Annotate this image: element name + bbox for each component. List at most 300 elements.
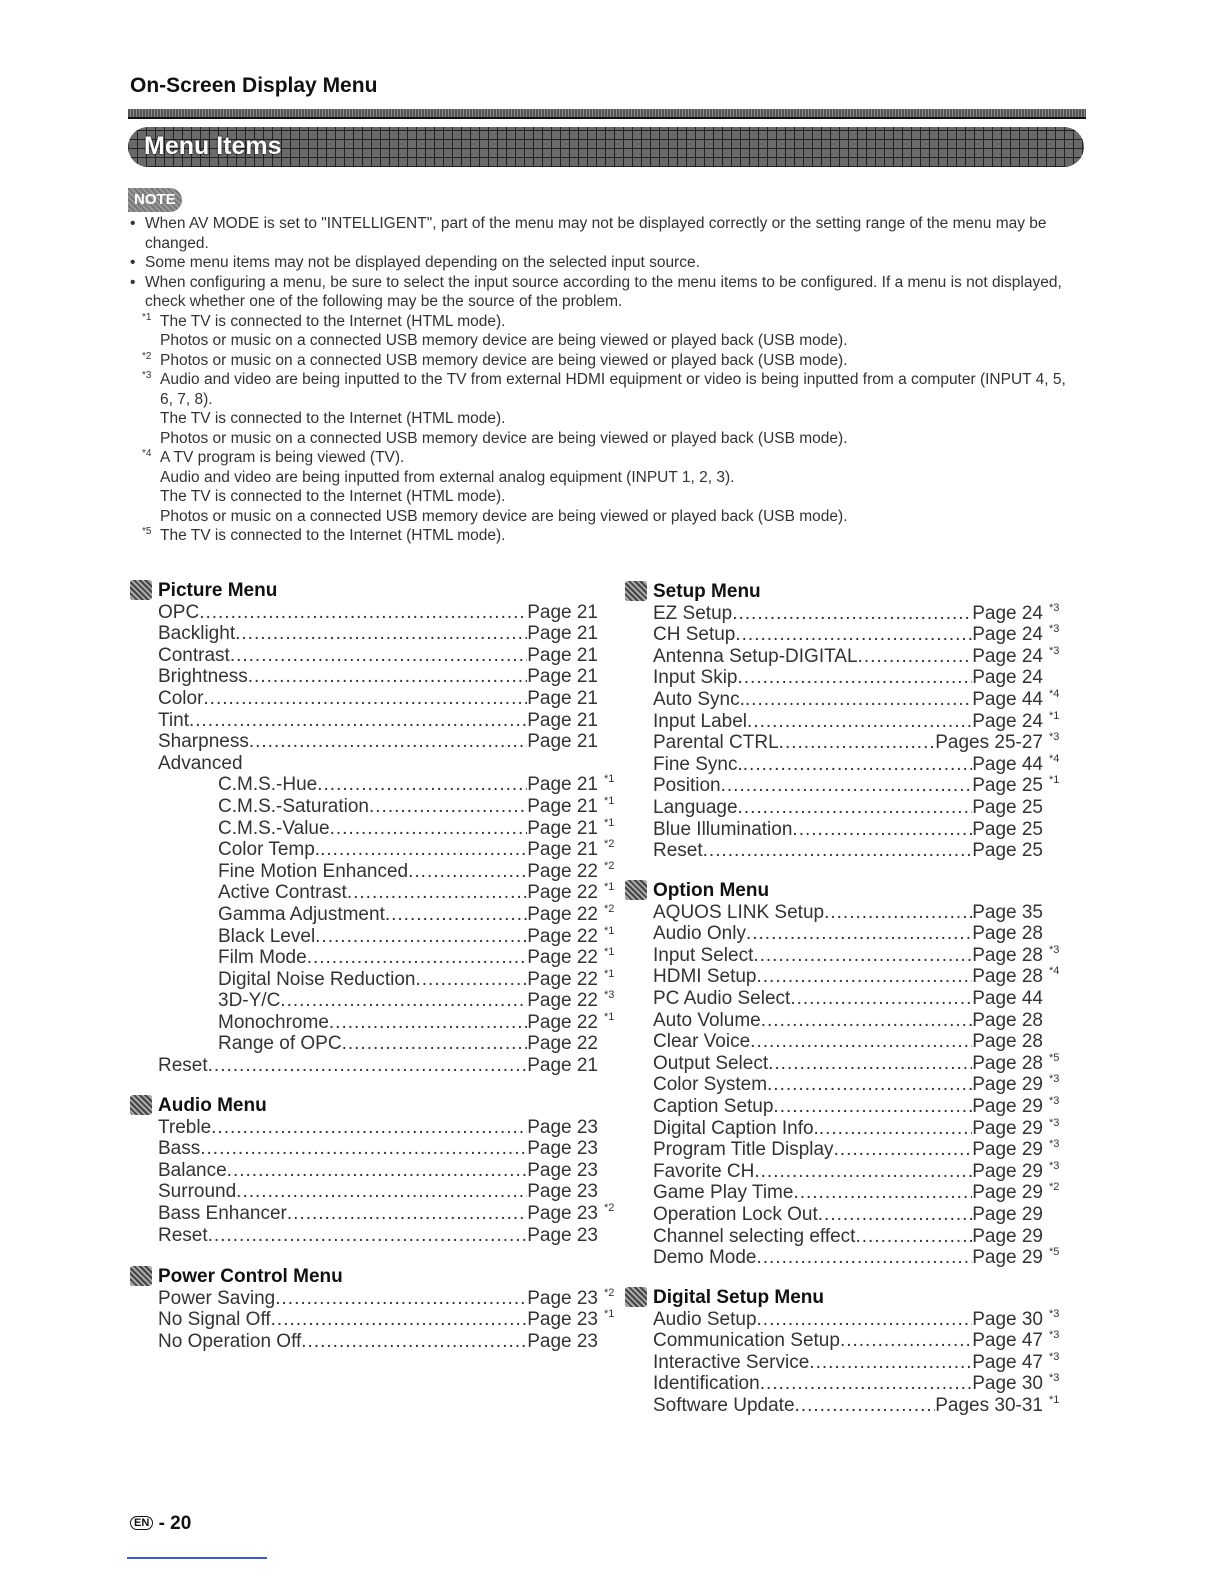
section-title	[158, 580, 598, 602]
menu-item-row	[158, 1201, 615, 1225]
menu-item-label: Reset	[158, 1055, 208, 1077]
section-title-text: Picture Menu	[158, 580, 278, 601]
section-title-text: Power Control Menu	[158, 1266, 343, 1287]
menu-item-row	[653, 840, 1043, 862]
menu-item-page: Page 21	[527, 666, 598, 688]
setup-menu-icon	[625, 581, 647, 601]
menu-item-footnote: *1	[604, 816, 615, 829]
dot-leader	[779, 732, 936, 754]
dot-leader	[275, 1288, 527, 1310]
menu-item-label: AQUOS LINK Setup	[653, 901, 825, 923]
menu-item-label: Backlight	[158, 623, 236, 645]
menu-item-row	[653, 923, 1043, 945]
menu-item-label: Power Saving	[158, 1287, 276, 1309]
menu-items-banner	[128, 127, 1084, 167]
menu-item-footnote: *3	[1049, 1307, 1060, 1320]
menu-item-footnote: *1	[604, 773, 615, 786]
menu-item-label: Surround	[158, 1181, 237, 1203]
dot-leader	[200, 1138, 527, 1160]
menu-item-label: Treble	[158, 1116, 212, 1138]
dot-leader	[732, 603, 972, 625]
menu-item-label: Output Select	[653, 1052, 769, 1074]
notes-block	[130, 214, 1070, 546]
dot-leader	[236, 1181, 527, 1203]
power-control-menu-icon	[130, 1266, 152, 1286]
menu-item-row	[653, 1073, 1060, 1096]
menu-item-row	[653, 988, 1043, 1010]
menu-item-page: Page 23	[527, 1181, 598, 1203]
dot-leader	[746, 923, 972, 945]
menu-item-footnote: *3	[1049, 943, 1060, 956]
menu-item-label: Advanced	[158, 752, 243, 774]
dot-leader	[347, 882, 527, 904]
menu-item-row	[218, 881, 615, 904]
menu-item-page: Page 21	[527, 774, 598, 796]
menu-item-row	[653, 1226, 1043, 1248]
menu-item-footnote: *3	[1049, 644, 1060, 657]
menu-item-row	[653, 965, 1060, 988]
dot-leader	[768, 1053, 972, 1075]
dot-leader	[809, 1352, 972, 1374]
menu-item-row	[653, 667, 1043, 689]
menu-item-page: Page 21	[527, 644, 598, 666]
dot-leader	[235, 623, 527, 645]
section-title-text: Setup Menu	[653, 581, 761, 602]
menu-item-page: Page 23	[527, 1159, 598, 1181]
menu-item-page: Page 24	[972, 602, 1043, 624]
dot-leader	[743, 754, 972, 776]
menu-item-row	[653, 1329, 1060, 1352]
menu-item-label: No Signal Off	[158, 1309, 271, 1331]
menu-item-label: Digital Noise Reduction	[218, 968, 416, 990]
dot-leader	[790, 988, 972, 1010]
menu-item-row	[653, 709, 1060, 733]
footnote-mark: *1	[142, 311, 152, 323]
menu-item-label: Color Temp.	[218, 839, 321, 861]
dot-leader	[211, 1117, 527, 1139]
menu-item-label: Balance	[158, 1159, 227, 1181]
dot-leader	[767, 1074, 972, 1096]
menu-item-label: Contrast	[158, 644, 230, 666]
menu-item-page: Page 25	[972, 775, 1043, 797]
menu-item-row	[158, 1160, 598, 1182]
dot-leader	[208, 1225, 528, 1247]
menu-item-row	[653, 1159, 1060, 1183]
menu-item-label: Digital Caption Info.	[653, 1117, 819, 1139]
dot-leader	[747, 711, 972, 733]
menu-item-label: Input Label	[653, 710, 748, 732]
note-bullet: • When configuring a menu, be sure to select the input source according to the menu items to be configured. If a menu is not displayed, check whether one of the following may be the source of the problem.	[130, 273, 1070, 312]
menu-item-row	[653, 1031, 1043, 1053]
menu-item-page: Page 25	[972, 840, 1043, 862]
menu-item-footnote: *3	[604, 989, 615, 1002]
menu-item-page: Page 47	[972, 1330, 1043, 1352]
menu-item-row	[158, 731, 598, 753]
dot-leader	[280, 990, 527, 1012]
menu-item-label: 3D-Y/C	[218, 990, 281, 1012]
menu-item-page: Page 44	[972, 753, 1043, 775]
dot-leader	[761, 1010, 972, 1032]
menu-item-page: Page 24	[972, 645, 1043, 667]
menu-item-row	[158, 1308, 615, 1331]
menu-item-footnote: *5	[1049, 1051, 1060, 1064]
footnote-line: *1 The TV is connected to the Internet (HTML mode).	[130, 312, 1070, 332]
menu-item-label: Auto Sync.	[653, 688, 745, 710]
menu-item-footnote: *3	[1049, 1094, 1060, 1107]
dot-leader	[227, 1160, 528, 1182]
dot-leader	[287, 1203, 527, 1225]
menu-item-label: OPC	[158, 601, 200, 623]
menu-item-footnote: *3	[1049, 601, 1060, 614]
dot-leader	[307, 947, 528, 969]
dot-leader	[793, 1182, 972, 1204]
menu-item-row	[653, 1181, 1060, 1204]
menu-item-label: Parental CTRL	[653, 732, 779, 754]
dot-leader	[385, 904, 527, 926]
menu-item-page: Page 29	[972, 1139, 1043, 1161]
menu-item-page: Page 22	[527, 903, 598, 925]
section-title	[158, 1266, 598, 1288]
dot-leader	[819, 1118, 972, 1140]
dot-leader	[792, 819, 972, 841]
menu-item-page: Page 47	[972, 1351, 1043, 1373]
menu-item-row	[218, 1033, 598, 1055]
menu-item-footnote: *1	[1049, 774, 1060, 787]
menu-item-footnote: *1	[604, 1010, 615, 1023]
menu-item-row	[653, 1246, 1060, 1269]
menu-item-label: Range of OPC	[218, 1033, 342, 1055]
menu-item-page: Page 29	[972, 1225, 1043, 1247]
menu-item-row	[218, 816, 615, 840]
dot-leader	[721, 775, 973, 797]
menu-item-footnote: *2	[604, 902, 615, 915]
menu-item-page: Page 23	[527, 1224, 598, 1246]
menu-item-row	[653, 797, 1043, 819]
menu-item-footnote: *3	[1049, 1138, 1060, 1151]
menu-item-page: Page 28	[972, 944, 1043, 966]
menu-item-page: Page 28	[972, 1031, 1043, 1053]
menu-item-label: Demo Mode	[653, 1247, 757, 1269]
footnote-line: *2 Photos or music on a connected USB memory device are being viewed or played back (USB mode).	[130, 351, 1070, 371]
menu-item-row	[158, 1117, 598, 1139]
dot-leader	[189, 710, 527, 732]
menu-item-footnote: *2	[604, 859, 615, 872]
menu-item-page: Page 21	[527, 731, 598, 753]
dot-leader	[760, 1373, 973, 1395]
menu-item-label: Operation Lock Out	[653, 1203, 818, 1225]
menu-item-page: Page 29	[972, 1182, 1043, 1204]
menu-item-row	[158, 1138, 598, 1160]
footnote-line: Photos or music on a connected USB memory device are being viewed or played back (USB mode).	[160, 429, 848, 447]
menu-item-page: Page 22	[527, 882, 598, 904]
footer-link-line	[127, 1557, 267, 1559]
menu-item-row	[653, 1051, 1060, 1075]
menu-item-label: C.M.S.-Value	[218, 817, 330, 839]
dot-leader	[301, 1331, 527, 1353]
menu-item-page: Page 22	[527, 968, 598, 990]
menu-item-label: C.M.S.-Hue	[218, 774, 318, 796]
menu-item-page: Page 23	[527, 1138, 598, 1160]
menu-item-label: Clear Voice	[653, 1031, 751, 1053]
dot-leader	[738, 667, 973, 689]
menu-item-label: No Operation Off	[158, 1330, 302, 1352]
menu-item-page: Page 44	[972, 688, 1043, 710]
menu-item-row	[218, 794, 615, 818]
menu-item-page: Page 23	[527, 1309, 598, 1331]
dot-leader	[745, 689, 972, 711]
menu-item-label: Audio Only	[653, 923, 746, 945]
dot-leader	[369, 796, 527, 818]
menu-item-page: Page 29	[972, 1247, 1043, 1269]
page-footer	[130, 1513, 191, 1535]
menu-item-page: Page 22	[527, 947, 598, 969]
menu-item-row	[653, 1372, 1060, 1395]
menu-item-row	[158, 623, 598, 645]
menu-item-row	[158, 1055, 598, 1077]
footnote-line: *3 Audio and video are being inputted to the TV from external HDMI equipment or video is being inputted from a computer (INPUT 4, 5, 6, 7, 8).	[130, 370, 1070, 409]
page-header-title: On-Screen Display Menu	[130, 74, 378, 97]
menu-item-label: Tint	[158, 709, 189, 731]
dot-leader	[750, 1031, 972, 1053]
menu-item-row	[218, 924, 615, 948]
dot-leader	[329, 1012, 527, 1034]
section-title-text: Option Menu	[653, 880, 770, 901]
digital-setup-menu-icon	[625, 1287, 647, 1307]
footnote-mark: *2	[142, 350, 152, 362]
dot-leader	[858, 646, 973, 668]
menu-item-page: Page 30	[972, 1373, 1043, 1395]
menu-item-footnote: *3	[1049, 1116, 1060, 1129]
menu-item-label: PC Audio Select	[653, 987, 791, 1009]
menu-item-label: HDMI Setup	[653, 966, 757, 988]
menu-item-row	[653, 1094, 1060, 1118]
footnote-line: The TV is connected to the Internet (HTML mode).	[160, 410, 506, 427]
dot-leader	[818, 1204, 972, 1226]
dot-leader	[315, 926, 527, 948]
footnote-line: *4 A TV program is being viewed (TV).	[130, 448, 1070, 468]
option-menu-icon	[625, 880, 647, 900]
menu-item-footnote: *2	[1049, 1181, 1060, 1194]
dot-leader	[203, 688, 527, 710]
menu-item-label: Audio Setup	[653, 1308, 757, 1330]
menu-item-row	[653, 943, 1060, 967]
menu-item-footnote: *3	[1049, 623, 1060, 636]
footnote-line: Photos or music on a connected USB memory device are being viewed or played back (USB mode).	[160, 332, 848, 349]
dot-leader	[773, 1096, 972, 1118]
menu-item-page: Page 21	[527, 687, 598, 709]
menu-item-page: Page 21	[527, 795, 598, 817]
menu-item-page: Page 29	[972, 1160, 1043, 1182]
language-badge: EN	[130, 1516, 153, 1530]
menu-item-label: Favorite CH	[653, 1160, 755, 1182]
dot-leader	[230, 645, 527, 667]
menu-item-row	[158, 602, 598, 624]
menu-item-label: Channel selecting effect	[653, 1225, 856, 1247]
menu-item-label: Blue Illumination	[653, 818, 793, 840]
dot-leader	[795, 1395, 936, 1417]
menu-item-footnote: *1	[604, 924, 615, 937]
menu-item-row	[158, 1225, 598, 1247]
menu-item-page: Page 29	[972, 1203, 1043, 1225]
menu-item-page: Page 24	[972, 667, 1043, 689]
menu-item-page: Page 22	[527, 990, 598, 1012]
menu-item-page: Pages 25-27	[935, 732, 1043, 754]
menu-item-label: Program Title Display	[653, 1139, 834, 1161]
dot-leader	[408, 861, 527, 883]
menu-item-label: Software Update	[653, 1394, 795, 1416]
menu-item-page: Page 23	[527, 1116, 598, 1138]
menu-item-label: Sharpness	[158, 731, 249, 753]
menu-item-row	[218, 989, 615, 1012]
menu-item-page: Page 22	[527, 1011, 598, 1033]
dot-leader	[855, 1226, 972, 1248]
footnote-line: Audio and video are being inputted from external analog equipment (INPUT 1, 2, 3).	[160, 468, 735, 486]
page-number: - 20	[158, 1513, 192, 1534]
menu-item-footnote: *1	[604, 881, 615, 894]
dot-leader	[757, 1247, 973, 1269]
menu-item-row	[158, 666, 598, 688]
menu-item-row	[158, 710, 598, 732]
footnote-mark: *5	[142, 526, 152, 537]
menu-item-row	[158, 1181, 598, 1203]
menu-item-page: Page 35	[972, 901, 1043, 923]
menu-item-label: Position	[653, 775, 721, 797]
menu-item-row	[653, 731, 1060, 754]
dot-leader	[342, 1033, 528, 1055]
menu-item-footnote: *3	[1049, 1159, 1060, 1172]
menu-item-page: Page 21	[527, 709, 598, 731]
menu-item-label: Film Mode	[218, 947, 307, 969]
menu-item-row	[158, 1331, 598, 1353]
dot-leader	[735, 624, 972, 646]
menu-item-row	[158, 688, 598, 710]
menu-item-footnote: *4	[1049, 687, 1060, 700]
footnote-line: *5 The TV is connected to the Internet (HTML mode).	[130, 526, 1070, 546]
footnote-line: Photos or music on a connected USB memory device are being viewed or played back (USB mode).	[160, 507, 848, 525]
menu-item-page: Page 29	[972, 1074, 1043, 1096]
dot-leader	[738, 797, 973, 819]
menu-item-label: Monochrome	[218, 1011, 329, 1033]
menu-item-footnote: *2	[604, 1201, 615, 1214]
menu-item-footnote: *1	[604, 1308, 615, 1321]
menu-item-page: Pages 30-31	[935, 1394, 1043, 1416]
dot-leader	[199, 602, 527, 624]
menu-item-label: Auto Volume	[653, 1009, 761, 1031]
dot-leader	[756, 966, 972, 988]
dot-leader	[754, 1161, 972, 1183]
menu-item-page: Page 28	[972, 1009, 1043, 1031]
menu-item-row	[218, 859, 615, 883]
menu-item-row	[158, 753, 598, 775]
menu-item-row	[218, 946, 615, 969]
setup-menu-section	[653, 581, 1060, 862]
menu-item-row	[653, 601, 1060, 625]
menu-item-footnote: *3	[1049, 1329, 1060, 1342]
menu-item-page: Page 28	[972, 966, 1043, 988]
menu-item-page: Page 23	[527, 1330, 598, 1352]
footnote-line: The TV is connected to the Internet (HTML mode).	[160, 488, 506, 505]
menu-item-row	[653, 819, 1043, 841]
dot-leader	[703, 840, 973, 862]
section-title-text: Audio Menu	[158, 1095, 267, 1116]
menu-item-page: Page 21	[527, 623, 598, 645]
menu-item-label: Color	[158, 687, 204, 709]
menu-item-footnote: *3	[1049, 1372, 1060, 1385]
section-title	[653, 880, 1043, 902]
menu-item-row	[653, 1138, 1060, 1161]
menu-item-label: Bass Enhancer	[158, 1202, 287, 1224]
menu-item-footnote: *2	[604, 1286, 615, 1299]
menu-item-page: Page 21	[527, 839, 598, 861]
dot-leader	[416, 969, 528, 991]
dot-leader	[249, 731, 527, 753]
menu-item-page: Page 23	[527, 1287, 598, 1309]
menu-item-row	[653, 1116, 1060, 1140]
menu-item-label: Gamma Adjustment	[218, 903, 385, 925]
menu-item-footnote: *1	[604, 967, 615, 980]
menu-item-row	[218, 902, 615, 926]
dot-leader	[840, 1330, 972, 1352]
menu-item-footnote: *4	[1049, 965, 1060, 978]
menu-item-label: Antenna Setup-DIGITAL	[653, 645, 858, 667]
footnote-mark: *3	[142, 370, 152, 381]
menu-item-footnote: *1	[604, 946, 615, 959]
menu-item-label: C.M.S.-Saturation	[218, 795, 369, 817]
menu-item-page: Page 24	[972, 710, 1043, 732]
banner-title: Menu Items	[144, 132, 282, 160]
menu-item-row	[653, 1204, 1043, 1226]
menu-item-label: Active Contrast	[218, 882, 347, 904]
audio-menu-section	[158, 1095, 615, 1246]
menu-item-label: Caption Setup	[653, 1095, 774, 1117]
menu-item-page: Page 25	[972, 796, 1043, 818]
dot-leader	[757, 1309, 973, 1331]
menu-item-row	[653, 1393, 1060, 1417]
picture-menu-section	[158, 580, 615, 1077]
dot-leader	[753, 945, 972, 967]
note-bullet: • When AV MODE is set to "INTELLIGENT", part of the menu may not be displayed correctly or the setting range of the menu may be changed.	[130, 214, 1070, 253]
menu-item-footnote: *1	[604, 794, 615, 807]
menu-item-row	[218, 1010, 615, 1034]
menu-item-page: Page 21	[527, 601, 598, 623]
menu-item-row	[653, 1010, 1043, 1032]
menu-item-footnote: *4	[1049, 752, 1060, 765]
menu-item-label: Reset	[158, 1224, 208, 1246]
audio-menu-icon	[130, 1095, 152, 1115]
menu-item-label: Input Skip	[653, 667, 738, 689]
menu-item-label: Black Level	[218, 925, 316, 947]
menu-item-row	[653, 623, 1060, 646]
menu-item-page: Page 21	[527, 1055, 598, 1077]
menu-item-page: Page 21	[527, 817, 598, 839]
menu-item-label: EZ Setup	[653, 602, 733, 624]
dot-leader	[834, 1139, 973, 1161]
menu-item-row	[218, 773, 615, 796]
menu-item-label: Language	[653, 796, 738, 818]
note-bullet: • Some menu items may not be displayed depending on the selected input source.	[130, 253, 1070, 273]
menu-item-label: Reset	[653, 840, 703, 862]
menu-item-page: Page 24	[972, 624, 1043, 646]
menu-item-page: Page 44	[972, 987, 1043, 1009]
menu-item-footnote: *1	[1049, 709, 1060, 722]
menu-item-page: Page 29	[972, 1117, 1043, 1139]
footnote-mark: *4	[142, 448, 152, 459]
menu-item-row	[653, 687, 1060, 711]
menu-item-footnote: *1	[1049, 1393, 1060, 1406]
menu-item-row	[653, 1307, 1060, 1331]
menu-item-footnote: *2	[604, 838, 615, 851]
menu-item-label: CH Setup	[653, 624, 736, 646]
